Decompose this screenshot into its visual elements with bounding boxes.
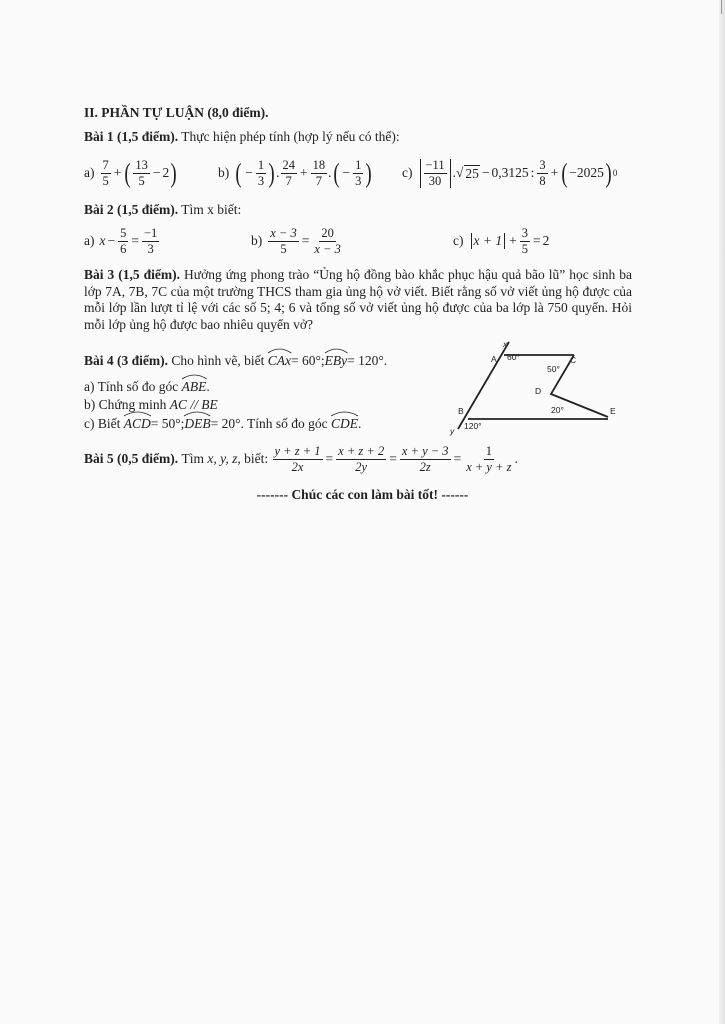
label-C: C [570, 355, 577, 365]
op-plus: + [509, 233, 517, 248]
frac [133, 159, 150, 188]
num: 24 [282, 157, 295, 172]
num: x − 3 [270, 225, 297, 240]
angle-value: = 120°. [347, 353, 388, 368]
label-angle-120: 120° [464, 421, 482, 431]
b1-c [402, 156, 617, 190]
angle-label: ABE [181, 379, 207, 394]
op-dot: . [328, 165, 332, 180]
b5-text2: , biết: [237, 451, 269, 466]
op-minus: − [152, 165, 161, 180]
num: −11 [425, 157, 445, 172]
den: 5 [138, 173, 145, 188]
op-minus: − [481, 165, 490, 180]
label-angle-20: 20° [551, 405, 564, 415]
den: 2y [355, 459, 368, 474]
b5-head: Bài 5 (0,5 điểm). [84, 451, 179, 466]
frac [464, 445, 513, 474]
b1-b [218, 156, 373, 190]
den: 3 [355, 173, 362, 188]
abs-value: x + 1 [471, 233, 506, 249]
frac [256, 159, 266, 188]
b1-text: Thực hiện phép tính (hợp lý nếu có thể): [181, 129, 400, 144]
den: 2z [419, 459, 431, 474]
frac [312, 227, 342, 256]
arc-mark [184, 408, 210, 416]
frac [142, 227, 159, 256]
den: 5 [102, 173, 109, 188]
den: 2x [291, 459, 304, 474]
b2-a-label: a) [84, 233, 95, 248]
paren-right: ) [170, 158, 177, 188]
den: 7 [285, 173, 292, 188]
angle [325, 352, 348, 369]
paren-right: ) [605, 158, 612, 188]
frac [520, 227, 530, 256]
b2-b [251, 224, 344, 258]
sqrt-sign: √ [455, 165, 464, 180]
b3-text: Hưởng ứng phong trào “Ủng hộ đồng bào khắc phục hậu quả bão lũ” học sinh ba lớp 7A, 7B, 7C của một trường THCS tham gia ủng hộ vở viết. Biết rằng số vở viết ủng hộ được của mỗi lớp lần lượt tỉ lệ với các số 5; 4; 6 và tổng số vở viết ủng hộ được của ba lớp là 750 quyển. Hỏi mỗi lớp ủng hộ được bao nhiêu quyển vở? [84, 267, 633, 332]
b1-a [84, 156, 178, 190]
op-div: : [530, 165, 535, 180]
punct: . [358, 416, 362, 431]
num: 1 [355, 157, 362, 172]
num: 13 [135, 157, 148, 172]
b5-content [84, 440, 518, 478]
b2-c-label: c) [453, 233, 464, 248]
b4-intro: Cho hình vẽ, biết [171, 353, 265, 368]
paren-left: ( [332, 158, 340, 188]
op-plus: + [113, 165, 122, 180]
b4-a-text: a) Tính số đo góc [84, 379, 179, 394]
paren-left: ( [235, 158, 242, 188]
b1-head: Bài 1 (1,5 điểm). [84, 129, 179, 144]
label-angle-60: 60° [507, 352, 520, 362]
label-D: D [535, 386, 542, 396]
op-eq: = [131, 233, 139, 248]
frac [400, 445, 451, 474]
frac [118, 227, 128, 256]
frac [353, 159, 363, 188]
label-B: B [458, 406, 464, 416]
angle-value: = 60°; [291, 353, 325, 368]
b4-c-mid: . Tính số đo góc [240, 416, 328, 431]
b4-head: Bài 4 (3 điểm). [84, 353, 168, 368]
b5-text: Tìm [181, 451, 204, 466]
b1-b-label: b) [218, 165, 230, 180]
label-angle-50: 50° [547, 364, 560, 374]
frac [268, 227, 298, 256]
num: x + y − 3 [401, 443, 449, 458]
op-dot: . [276, 165, 280, 180]
den: 7 [315, 173, 322, 188]
frac [273, 445, 323, 474]
num: 3 [521, 225, 528, 240]
label-y: y [450, 426, 455, 436]
punct: . [206, 379, 210, 394]
arc-mark [124, 408, 151, 416]
angle [184, 415, 210, 432]
den: 8 [539, 173, 546, 188]
frac [311, 159, 328, 188]
frac [424, 159, 447, 188]
num: 7 [102, 157, 109, 172]
b4-line [84, 352, 387, 369]
b4-c [84, 415, 361, 432]
footer-message: ------- Chúc các con làm bài tốt! ------ [256, 487, 469, 502]
angle [331, 415, 358, 432]
label-A: A [491, 354, 497, 364]
arc-mark [325, 345, 348, 353]
num: 3 [539, 157, 546, 172]
b2-head: Bài 2 (1,5 điểm). [84, 202, 179, 217]
var-x: x [99, 233, 106, 248]
frac [336, 445, 386, 474]
op-eq: = [532, 233, 541, 248]
frac [281, 159, 298, 188]
den: 5 [521, 241, 528, 256]
b3-paragraph [84, 267, 632, 333]
num: y + z + 1 [274, 443, 321, 458]
b2-c [453, 224, 549, 258]
b4-c-text: c) Biết [84, 416, 121, 431]
op-plus: + [300, 165, 308, 180]
power-base: −2025 [569, 165, 604, 180]
paren-right: ) [268, 158, 275, 188]
op-minus: − [107, 233, 116, 248]
b4-b-text: b) Chứng minh [84, 397, 167, 412]
angle-label: ACD [123, 416, 151, 431]
num: x + z + 2 [338, 443, 385, 458]
den: 3 [257, 173, 265, 188]
op-minus: − [245, 165, 253, 180]
geometry-figure [440, 337, 630, 437]
b2-line [84, 201, 241, 218]
b2-text: Tìm x biết: [181, 202, 242, 217]
den: x + y + z [466, 459, 512, 474]
angle-label: CAx [267, 353, 291, 368]
punct: . [514, 451, 518, 466]
abs-value [420, 159, 451, 188]
b3-head: Bài 3 (1,5 điểm). [84, 267, 181, 282]
num: 1 [257, 157, 265, 172]
angle-value: = 20° [210, 416, 241, 431]
result: 2 [542, 233, 550, 248]
angle-label: EBy [324, 353, 348, 368]
exponent: 0 [612, 168, 618, 178]
paren-right: ) [365, 158, 373, 188]
op-eq: = [325, 451, 334, 466]
den: x − 3 [314, 241, 341, 256]
frac [537, 159, 547, 188]
angle [181, 378, 210, 395]
angle [124, 415, 151, 432]
angle-label: DEB [184, 416, 211, 431]
num: 1 [485, 443, 492, 458]
label-E: E [610, 406, 616, 416]
decimal: 0,3125 [491, 165, 529, 180]
sqrt-radicand: 25 [465, 165, 479, 181]
arc-mark [182, 371, 207, 379]
op-minus: − [342, 165, 351, 180]
b1-a-label: a) [84, 165, 95, 180]
b2-b-label: b) [251, 233, 263, 248]
arc-mark [268, 345, 291, 353]
num: 20 [321, 225, 334, 240]
op-eq: = [389, 451, 397, 466]
op-plus: + [550, 165, 559, 180]
angle-value: = 50°; [150, 416, 185, 431]
b1-c-label: c) [402, 165, 413, 180]
angle-label: CDE [331, 416, 359, 431]
const: 2 [162, 165, 170, 180]
num: 5 [120, 225, 127, 240]
b4-a [84, 378, 210, 395]
b2-a [84, 224, 160, 258]
b5-vars: x, y, z [207, 451, 238, 466]
num: 18 [312, 157, 326, 172]
section-title: II. PHẦN TỰ LUẬN (8,0 điểm). [84, 105, 269, 120]
den: 6 [120, 241, 127, 256]
den: 5 [280, 241, 287, 256]
op-dot: . [452, 165, 456, 180]
paren-left: ( [561, 158, 568, 188]
b4-b-expr: AC // BE [169, 397, 218, 412]
den: 3 [147, 241, 154, 256]
op-eq: = [301, 233, 310, 248]
label-x: x [503, 339, 508, 349]
paren-left: ( [124, 158, 132, 188]
arc-mark [331, 408, 358, 416]
frac [101, 159, 111, 188]
line-xy [458, 342, 509, 429]
den: 30 [428, 173, 442, 188]
op-eq: = [453, 451, 462, 466]
angle [268, 352, 291, 369]
num: −1 [144, 225, 158, 240]
b1-line [84, 128, 400, 145]
